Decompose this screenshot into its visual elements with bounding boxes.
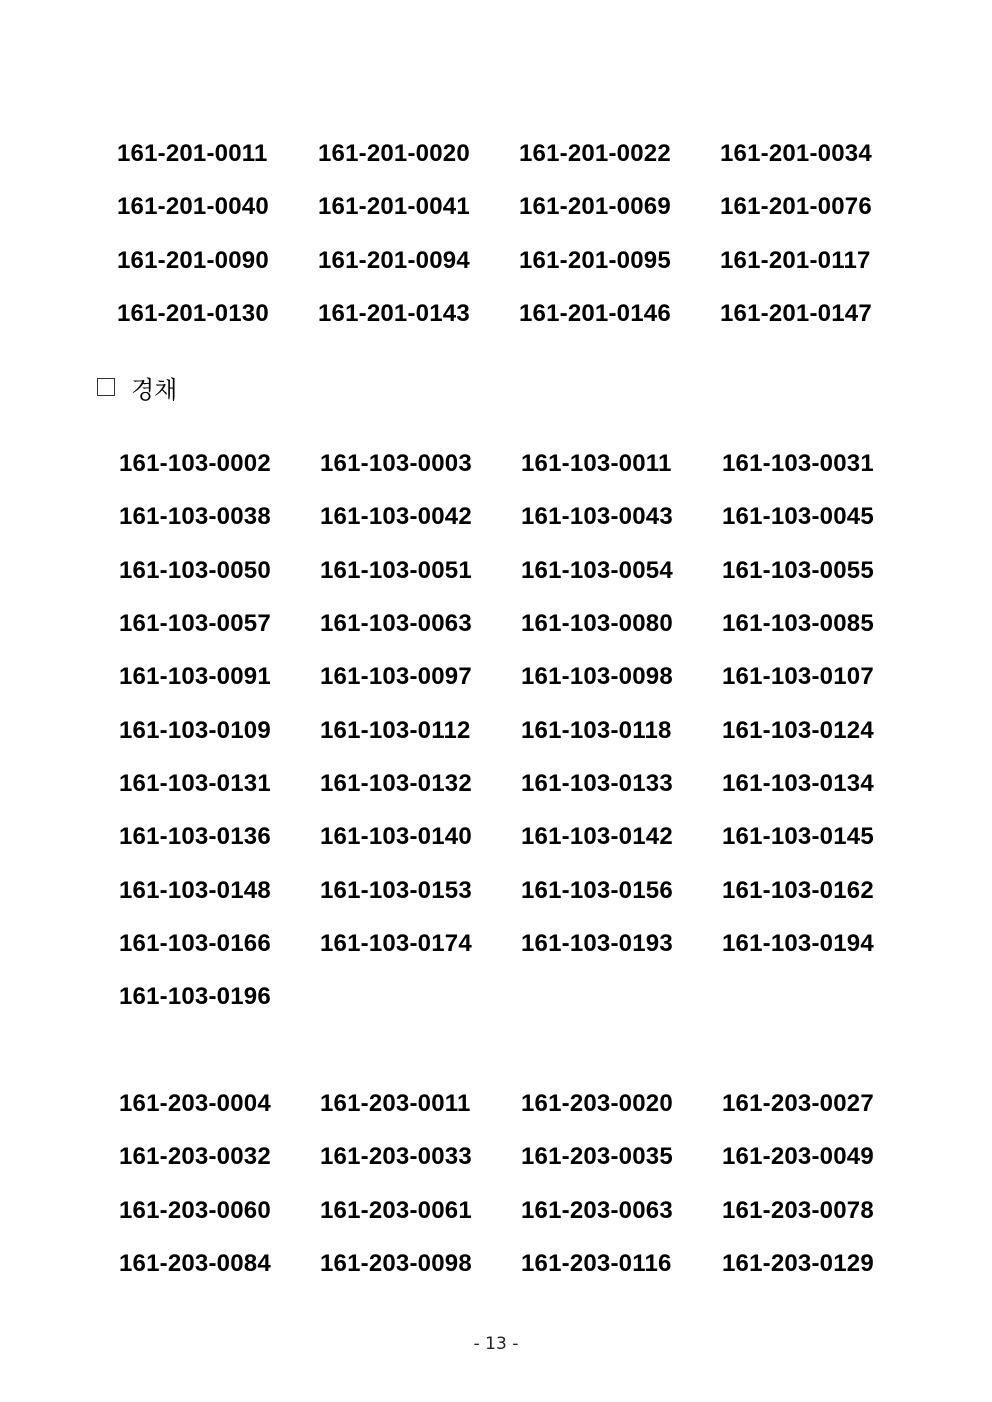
code-item: 161-203-0033 [320,1143,472,1171]
code-item: 161-103-0142 [521,823,673,851]
code-item: 161-103-0174 [320,929,472,957]
code-item: 161-103-0043 [521,503,673,531]
section-heading [97,371,177,403]
code-item: 161-201-0041 [318,193,470,221]
code-item: 161-103-0097 [320,663,472,691]
code-item: 161-203-0011 [320,1090,471,1118]
code-item: 161-103-0085 [722,610,874,638]
code-item: 161-203-0078 [722,1196,874,1224]
code-item: 161-103-0133 [521,769,673,797]
code-item: 161-201-0022 [519,140,671,168]
code-item: 161-201-0143 [318,300,470,328]
code-item: 161-201-0034 [720,140,872,168]
code-item: 161-201-0090 [117,246,269,274]
code-list-group-2 [119,437,923,1023]
code-item: 161-201-0040 [117,193,269,221]
code-item: 161-103-0112 [320,716,471,744]
code-item: 161-103-0031 [722,450,874,478]
code-item: 161-201-0020 [318,140,470,168]
code-list-group-1 [117,127,921,340]
code-item: 161-103-0118 [521,716,672,744]
code-item: 161-103-0148 [119,876,271,904]
code-item: 161-103-0131 [119,769,271,797]
code-item: 161-103-0063 [320,610,472,638]
code-item: 161-203-0035 [521,1143,673,1171]
code-item: 161-103-0153 [320,876,472,904]
section-heading-label: 경채 [131,375,178,404]
code-item: 161-103-0091 [119,663,271,691]
code-item: 161-203-0049 [722,1143,874,1171]
code-item: 161-103-0051 [320,556,472,584]
code-item: 161-103-0193 [521,929,673,957]
code-item: 161-201-0011 [117,140,268,168]
code-item: 161-203-0061 [320,1196,472,1224]
code-item: 161-103-0011 [521,450,672,478]
code-item: 161-103-0107 [722,663,874,691]
code-item: 161-103-0196 [119,983,271,1011]
code-item: 161-203-0098 [320,1250,472,1278]
code-item: 161-201-0094 [318,246,470,274]
code-item: 161-203-0032 [119,1143,271,1171]
code-item: 161-103-0162 [722,876,874,904]
code-item: 161-103-0055 [722,556,874,584]
code-item: 161-203-0027 [722,1090,874,1118]
checkbox-square-icon [97,378,115,396]
code-item: 161-103-0042 [320,503,472,531]
code-item: 161-103-0098 [521,663,673,691]
code-item: 161-103-0050 [119,556,271,584]
code-item: 161-203-0020 [521,1090,673,1118]
code-item: 161-201-0069 [519,193,671,221]
code-item: 161-103-0002 [119,450,271,478]
code-item: 161-103-0132 [320,769,472,797]
code-item: 161-201-0147 [720,300,872,328]
code-list-group-3 [119,1077,923,1290]
code-item: 161-103-0156 [521,876,673,904]
code-item: 161-203-0063 [521,1196,673,1224]
code-item: 161-201-0130 [117,300,269,328]
code-item: 161-103-0166 [119,929,271,957]
code-item: 161-203-0084 [119,1250,271,1278]
code-item: 161-103-0080 [521,610,673,638]
code-item: 161-103-0124 [722,716,874,744]
code-item: 161-103-0038 [119,503,271,531]
code-item: 161-103-0136 [119,823,271,851]
code-item: 161-201-0095 [519,246,671,274]
code-item: 161-203-0129 [722,1250,874,1278]
code-item: 161-103-0145 [722,823,874,851]
code-item: 161-201-0146 [519,300,671,328]
code-item: 161-103-0003 [320,450,472,478]
code-item: 161-103-0057 [119,610,271,638]
code-item: 161-103-0194 [722,929,874,957]
page-number: - 13 - [473,1334,519,1354]
code-item: 161-103-0134 [722,769,874,797]
code-item: 161-103-0140 [320,823,472,851]
code-item: 161-203-0004 [119,1090,271,1118]
code-item: 161-103-0045 [722,503,874,531]
code-item: 161-203-0116 [521,1250,672,1278]
code-item: 161-201-0076 [720,193,872,221]
code-item: 161-103-0054 [521,556,673,584]
code-item: 161-201-0117 [720,246,871,274]
code-item: 161-203-0060 [119,1196,271,1224]
code-item: 161-103-0109 [119,716,271,744]
